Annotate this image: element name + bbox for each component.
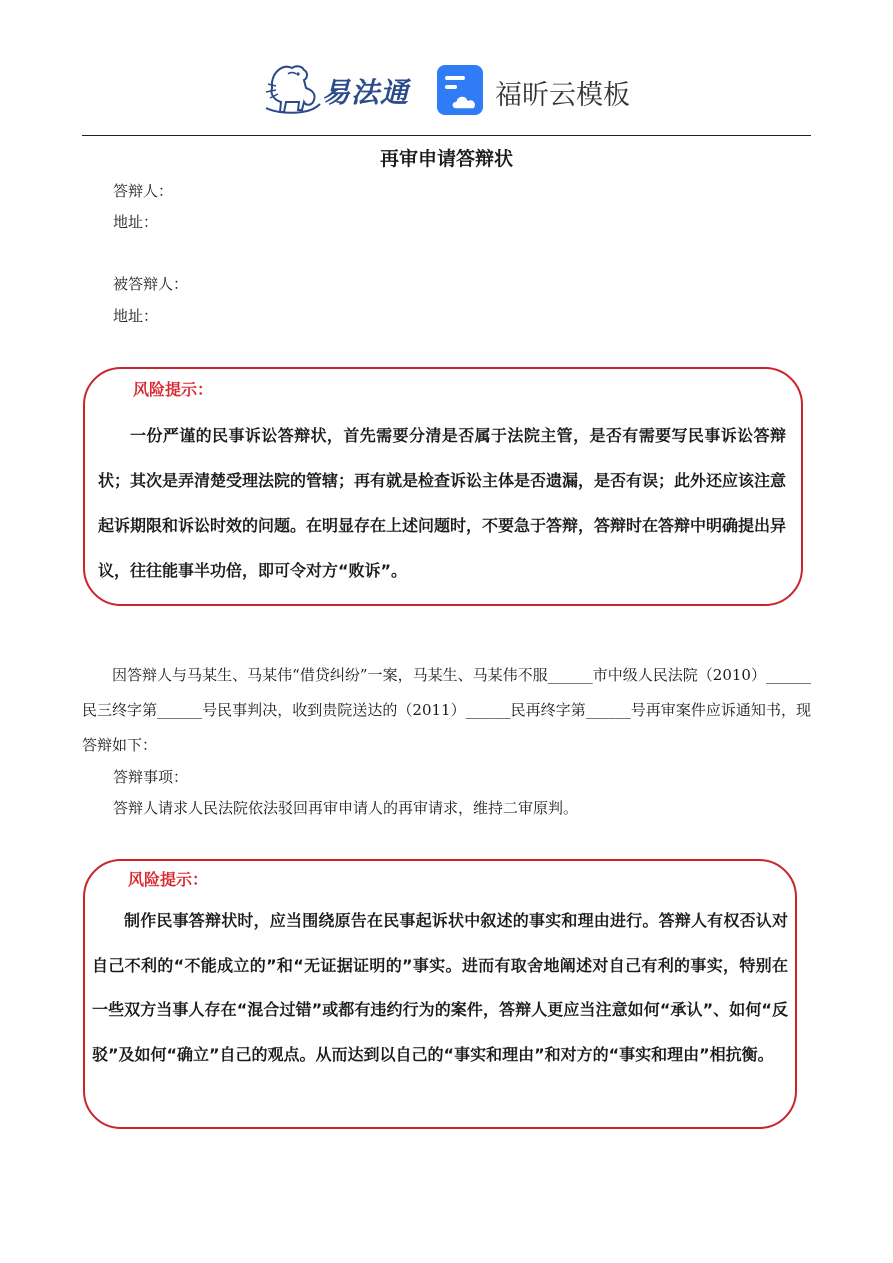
- fuxin-brand-name: 福昕云模板: [495, 80, 630, 111]
- defense-body-paragraph: 因答辩人与马某生、马某伟“借贷纠纷”一案，马某生、马某伟不服______市中级人民法院（2010）______民三终字第______号民事判决，收到贵院送达的（2011）______民再终字第______号再审案件应诉通知书，现答辩如下：: [82, 666, 811, 754]
- qilin-icon: [262, 62, 322, 118]
- risk-notice-title: 风险提示：: [133, 380, 214, 399]
- header-divider: [82, 135, 811, 136]
- risk-notice-box-1: [83, 367, 803, 606]
- risk-notice-text: 一份严谨的民事诉讼答辩状，首先需要分清是否属于法院主管，是否有需要写民事诉讼答辩状；其次是弄清楚受理法院的管辖；再有就是检查诉讼主体是否遗漏，是否有误；此外还应该注意起诉期限和诉讼时效的问题。在明显存在上述问题时，不要急于答辩，答辩时在答辩中明确提出异议，往往能事半功倍，即可令对方“败诉”。: [98, 426, 787, 580]
- fuxin-cloud-app-icon: [437, 65, 487, 117]
- defense-matters-label: 答辩事项：: [113, 768, 189, 786]
- risk-notice-text: 制作民事答辩状时，应当围绕原告在民事起诉状中叙述的事实和理由进行。答辩人有权否认对自己不利的“不能成立的”和“无证据证明的”事实。进而有取舍地阐述对自己有利的事实，特别在一些双方当事人存在“混合过错”或都有违约行为的案件，答辩人更应当注意如何“承认”、如何“反驳”及如何“确立”自己的观点。从而达到以自己的“事实和理由”和对方的“事实和理由”相抗衡。: [92, 911, 788, 1064]
- defense-matters-text: 答辩人请求人民法院依法驳回再审申请人的再审请求，维持二审原判。: [113, 799, 579, 817]
- fuxin-logo: [437, 65, 637, 117]
- applicant-label: 被答辩人：: [113, 275, 189, 293]
- yifatong-brand-name: 易法通: [322, 76, 410, 109]
- page-header: [0, 55, 893, 125]
- respondent-label: 答辩人：: [113, 182, 174, 200]
- respondent-address-label: 地址：: [113, 213, 159, 231]
- yifatong-logo: [262, 62, 412, 116]
- applicant-address-label: 地址：: [113, 307, 159, 325]
- document-title: 再审申请答辩状: [379, 148, 513, 170]
- risk-notice-box-2: [83, 859, 797, 1129]
- risk-notice-title: 风险提示：: [128, 870, 209, 889]
